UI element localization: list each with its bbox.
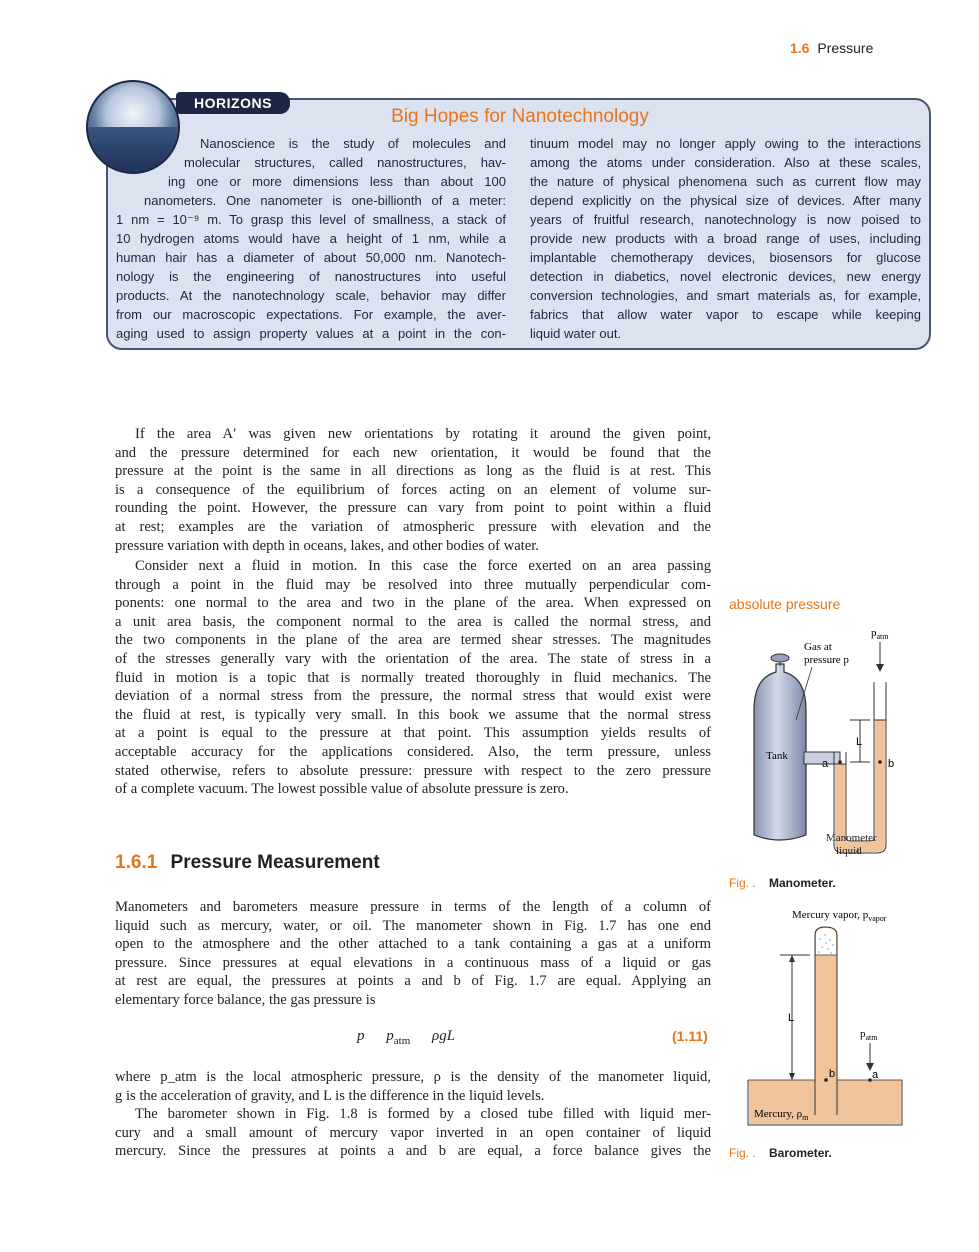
text-line: open to the atmosphere and the other attached to a tank containing a gas at a uniform (115, 936, 711, 953)
gas-label-line2: pressure p (804, 654, 849, 666)
text-line: fluid in motion is a topic that is normally treated thoroughly in fluid mechanics. The (115, 669, 711, 686)
text-line: Manometers and barometers measure pressure in terms of the length of a column of (115, 899, 711, 915)
paragraph-4 (115, 1068, 711, 1105)
equation-p: p (357, 1028, 365, 1044)
text-line: fabrics that allow water vapor to escape while keeping (530, 307, 921, 322)
text-line: among the atoms under consideration. Also at these scales, (530, 155, 921, 170)
equation-patm: $p_{atm}$ (386, 1028, 411, 1047)
text-line: pressure variation with depth in oceans, lakes, and other bodies of water. (115, 537, 539, 554)
text-line: pressure. Since pressures at equal elevations in a continuous mass of a liquid or gas (115, 954, 711, 971)
horizons-right-column (530, 134, 921, 343)
section-number: 1.6 (790, 40, 810, 56)
text-line: nanometers. One nanometer is one-billionth of a meter: (144, 193, 506, 208)
text-line: detection in diabetics, novel electronic devices, new energy (530, 269, 921, 284)
text-line: acceptable accuracy for the applications considered. Also, the term pressure, unless (115, 743, 711, 760)
text-line: mercury. Since the pressures at points a and b are equal, a force balance gives the (115, 1143, 711, 1160)
text-line: liquid water out. (530, 326, 622, 341)
paragraph-1 (115, 425, 711, 555)
text-line: the two components in the plane of the area are termed shear stresses. The magnitudes (115, 632, 711, 649)
margin-term: absolute pressure (729, 596, 841, 612)
text-line: of a complete vacuum. The lowest possible value of absolute pressure is zero. (115, 781, 569, 798)
text-line: aging used to assign property values at a point in the con- (116, 326, 506, 341)
text-line: rounding the point. However, the pressure can vary from point to point within a fluid (115, 500, 711, 517)
text-line: 1 nm = 10⁻⁹ m. To grasp this level of smallness, a stack of (116, 212, 506, 227)
label-patm: $p_{atm}$ (860, 1028, 878, 1042)
text-line: a unit area basis, the component normal to the area is called the normal stress, and (115, 613, 711, 630)
text-line: implantable chemotherapy devices, biosensors for glucose (530, 250, 921, 265)
text-line: conversion technologies, and smart materials as, for example, (530, 288, 921, 303)
text-line: Consider next a fluid in motion. In this case the force exerted on an area passing (135, 558, 711, 574)
paragraph-2 (115, 557, 711, 799)
text-line: the nature of physical phenomena such as current flow may (530, 174, 921, 189)
text-line: at a point is equal to the pressure at that point. This assumption yields results of (115, 725, 711, 742)
text-line: If the area A′ was given new orientations by rotating it around the given point, (135, 426, 711, 442)
mercury-label: Mercury, $\rho_m$ (754, 1108, 809, 1122)
label-L: L (788, 1012, 795, 1024)
text-line: pressure at the point is the same in all directions as long as the fluid is at rest. This (115, 463, 711, 480)
text-line: The barometer shown in Fig. 1.8 is formed by a closed tube filled with liquid mer- (135, 1106, 711, 1122)
text-line: stated otherwise, refers to absolute pressure: pressure with respect to the zero pressure (115, 762, 711, 779)
barometer-figure (740, 905, 920, 1135)
paragraph-5 (115, 1105, 711, 1161)
label-a: a (872, 1069, 879, 1081)
text-line: provide new products with a broad range of uses, including (530, 231, 921, 246)
text-line: tinuum model may no longer apply owing to the interactions (530, 136, 921, 151)
text-line: Nanoscience is the study of molecules and (200, 136, 506, 151)
text-line: at rest; examples are the variation of atmospheric pressure with elevation and the (115, 518, 711, 535)
label-a: a (822, 758, 829, 770)
equation-number: (1.11) (672, 1028, 708, 1044)
horizons-title: Big Hopes for Nanotechnology (391, 106, 649, 127)
label-patm: $p_{atm}$ (871, 627, 889, 641)
manometer-liquid-label: Manometer liquid (826, 832, 877, 857)
manometer-figure (740, 620, 920, 865)
tank-valve (771, 654, 789, 662)
vapor-label: Mercury vapor, $p_{vapor}$ (792, 909, 887, 923)
text-line: depend explicitly on the physical size of devices. After many (530, 193, 921, 208)
text-line: products. At the nanotechnology scale, behavior may differ (116, 288, 506, 303)
text-line: nology is the engineering of nanostructures into useful (116, 269, 506, 284)
paragraph-3 (115, 898, 711, 1010)
text-line: where p_atm is the local atmospheric pressure, ρ is the density of the manometer liquid, (115, 1069, 711, 1085)
text-line: human hair has a diameter of about 50,000 nm. Nanotech- (116, 250, 506, 265)
text-line: ponents: one normal to the area and two in the plane of the area. When expressed on (115, 595, 711, 612)
text-line: g is the acceleration of gravity, and L is the difference in the liquid levels. (115, 1087, 545, 1104)
text-line: the fluid at rest, is typically very small. In this book we assume that the normal stress (115, 706, 711, 723)
label-L: L (856, 736, 863, 748)
tank-label: Tank (766, 750, 788, 762)
text-line: through a point in the fluid may be resolved into three mutually perpendicular com- (115, 576, 711, 593)
label-b: b (888, 758, 895, 770)
barometer-caption: Fig. . Barometer. (729, 1146, 832, 1160)
section-title: Pressure (817, 40, 874, 56)
section-heading-number: 1.6.1 (115, 852, 158, 873)
arrow-down-icon (876, 664, 884, 672)
arrow-up-icon (789, 955, 795, 962)
text-line: is a consequence of the equilibrium of forces acting on an element of volume sur- (115, 481, 711, 498)
horizons-tab: HORIZONS (176, 92, 290, 114)
text-line: liquid such as mercury, water, or oil. The manometer shown in Fig. 1.7 has one end (115, 917, 711, 934)
gas-label-line1: Gas at (804, 641, 832, 653)
equation (357, 1028, 473, 1047)
section-heading (115, 852, 380, 874)
text-line: deviation of a normal stress from the pressure, the normal stress that would exist were (115, 688, 711, 705)
text-line: and the pressure determined for each new orientation, it would be found that the (115, 444, 711, 461)
running-head (790, 40, 873, 56)
text-line: from our macroscopic expectations. For example, the aver- (116, 307, 506, 322)
equation-rhogl: ρgL (432, 1028, 456, 1044)
text-line: elementary force balance, the gas pressure is (115, 991, 376, 1008)
text-line: at rest are equal, the pressures at points a and b of Fig. 1.7 are equal. Applying an (115, 973, 711, 990)
text-line: of the stresses generally vary with the orientation of the area. The state of stress in a (115, 650, 711, 667)
text-line: years of fruitful research, nanotechnology is now poised to (530, 212, 921, 227)
section-heading-title: Pressure Measurement (170, 852, 380, 873)
text-line: ing one or more dimensions less than about 100 (168, 174, 506, 189)
arrow-down-icon (789, 1073, 795, 1080)
text-line: molecular structures, called nanostructures, hav- (184, 155, 506, 170)
manometer-caption: Fig. . Manometer. (729, 876, 836, 890)
label-b: b (829, 1068, 836, 1080)
text-line: cury and a small amount of mercury vapor inverted in an open container of liquid (115, 1124, 711, 1141)
horizons-left-column (116, 134, 506, 343)
text-line: 10 hydrogen atoms would have a height of 1 nm, while a (116, 231, 506, 246)
